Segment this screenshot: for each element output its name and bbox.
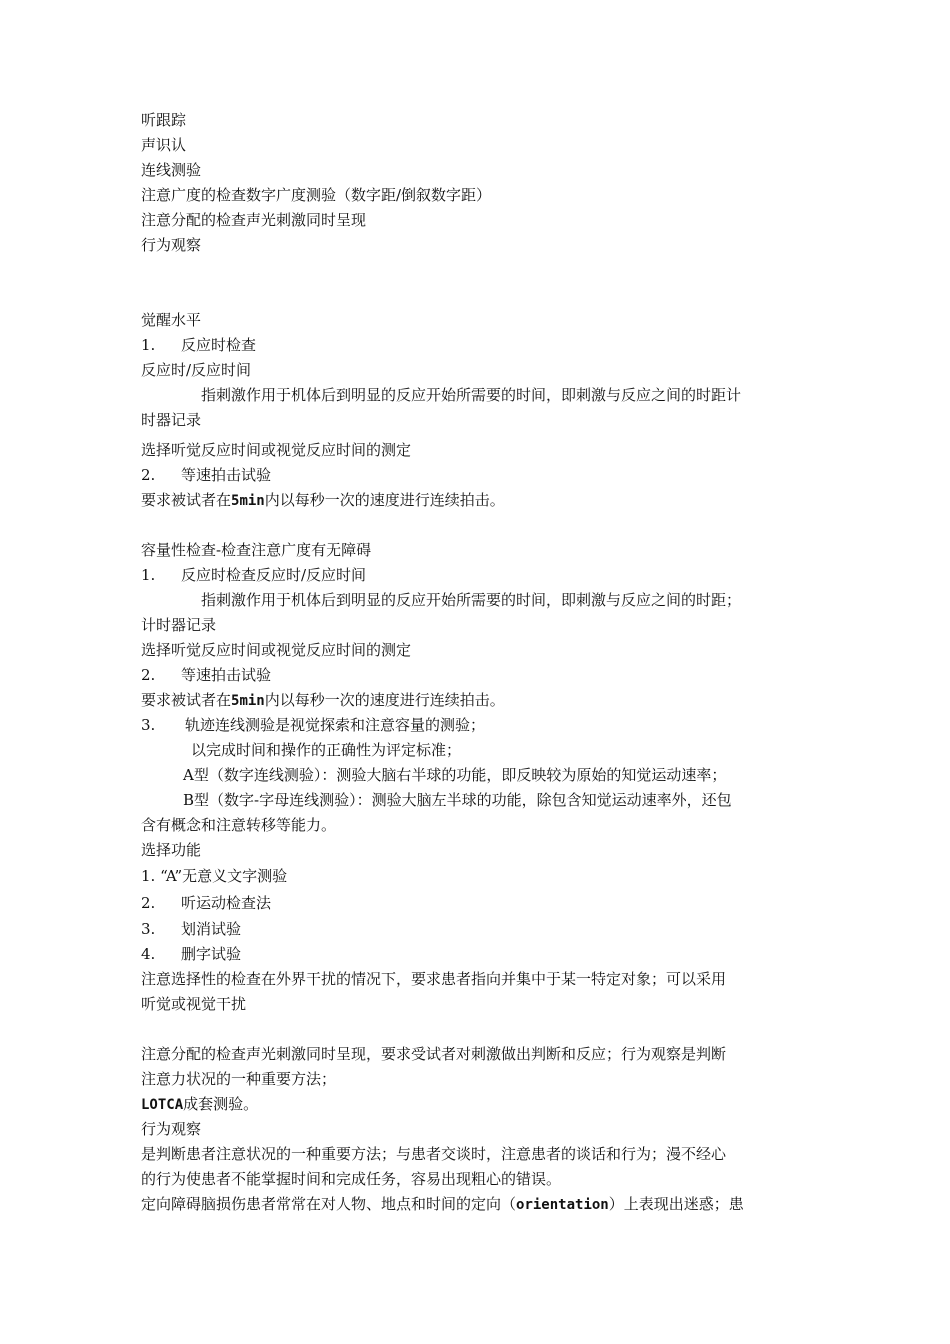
item-number: 1. [141,566,156,584]
numbered-item: 1. “A”无意义文字测验 [141,867,288,885]
item-number: 2. [141,466,156,484]
text-line: 连线测验 [141,161,202,179]
item-text: 反应时检查反应时/反应时间 [181,566,367,584]
item-text: 反应时检查 [181,336,257,354]
text-run: ）上表现出迷惑；患 [608,1195,744,1213]
text-run: 5min [231,493,265,509]
blank-line [141,283,821,308]
text-line [141,488,821,513]
item-number: 4. [141,945,156,963]
text-line: 的行为使患者不能掌握时间和完成任务，容易出现粗心的错误。 [141,1170,562,1188]
text-line: 选择听觉反应时间或视觉反应时间的测定 [141,441,412,459]
text-line: 指刺激作用于机体后到明显的反应开始所需要的时间，即刺激与反应之间的时距计 [201,386,742,404]
section-heading: 选择功能 [141,841,202,859]
text-line: 听跟踪 [141,111,187,129]
text-line: 反应时/反应时间 [141,361,252,379]
item-number: 3. [141,716,156,734]
item-number: 2. [141,894,156,912]
item-number: 2. [141,666,156,684]
text-run: 内以每秒一次的速度进行连续拍击。 [264,491,505,509]
section-heading: 容量性检查-检查注意广度有无障碍 [141,541,372,559]
text-line: 行为观察 [141,236,202,254]
text-line [141,688,821,713]
item-text: 轨迹连线测验是视觉探索和注意容量的测验； [185,716,486,734]
text-run: orientation [516,1197,609,1213]
item-number: 3. [141,920,156,938]
text-line [141,1092,821,1117]
item-text: 删字试验 [181,945,242,963]
text-line: 注意选择性的检查在外界干扰的情况下，要求患者指向并集中于某一特定对象；可以采用 [141,970,727,988]
numbered-item [141,713,821,738]
numbered-item [141,890,821,917]
item-text: 听运动检查法 [181,894,272,912]
numbered-item [141,663,821,688]
numbered-item [141,463,821,488]
item-text: 等速拍击试验 [181,666,272,684]
text-line: 时器记录 [141,411,202,429]
text-line: A型（数字连线测验）：测验大脑右半球的功能，即反映较为原始的知觉运动速率； [183,766,727,784]
numbered-item [141,563,821,588]
text-line: B型（数字-字母连线测验）：测验大脑左半球的功能，除包含知觉运动速率外，还包 [183,791,732,809]
text-run: 要求被试者在 [141,491,232,509]
numbered-item [141,942,821,967]
text-line: 注意分配的检查声光刺激同时呈现，要求受试者对刺激做出判断和反应；行为观察是判断 [141,1045,727,1063]
text-run: 定向障碍脑损伤患者常常在对人物、地点和时间的定向（ [141,1195,517,1213]
text-run: 要求被试者在 [141,691,232,709]
numbered-item [141,333,821,358]
text-line: 计时器记录 [141,616,217,634]
text-line: 注意分配的检查声光刺激同时呈现 [141,211,367,229]
item-text: 划消试验 [181,920,242,938]
text-line: 指刺激作用于机体后到明显的反应开始所需要的时间，即刺激与反应之间的时距； [201,591,742,609]
text-line: 注意广度的检查数字广度测验（数字距/倒叙数字距） [141,186,492,204]
item-number: 1. [141,336,156,354]
text-line: 以完成时间和操作的正确性为评定标准； [191,741,462,759]
blank-line [141,1017,821,1042]
text-line: 声识认 [141,136,187,154]
numbered-item [141,917,821,942]
text-line: 行为观察 [141,1120,202,1138]
text-line [141,1192,821,1217]
section-heading: 觉醒水平 [141,311,202,329]
text-run: 5min [231,693,265,709]
text-run: 成套测验。 [183,1095,259,1113]
text-run: 内以每秒一次的速度进行连续拍击。 [264,691,505,709]
text-line: 含有概念和注意转移等能力。 [141,816,337,834]
text-run: LOTCA [141,1097,184,1113]
text-line: 注意力状况的一种重要方法； [141,1070,337,1088]
text-line: 选择听觉反应时间或视觉反应时间的测定 [141,641,412,659]
item-text: 等速拍击试验 [181,466,272,484]
text-line: 听觉或视觉干扰 [141,995,247,1013]
blank-line [141,258,821,283]
blank-line [141,513,821,538]
document-page [141,108,821,1217]
text-line: 是判断患者注意状况的一种重要方法；与患者交谈时，注意患者的谈话和行为；漫不经心 [141,1145,727,1163]
